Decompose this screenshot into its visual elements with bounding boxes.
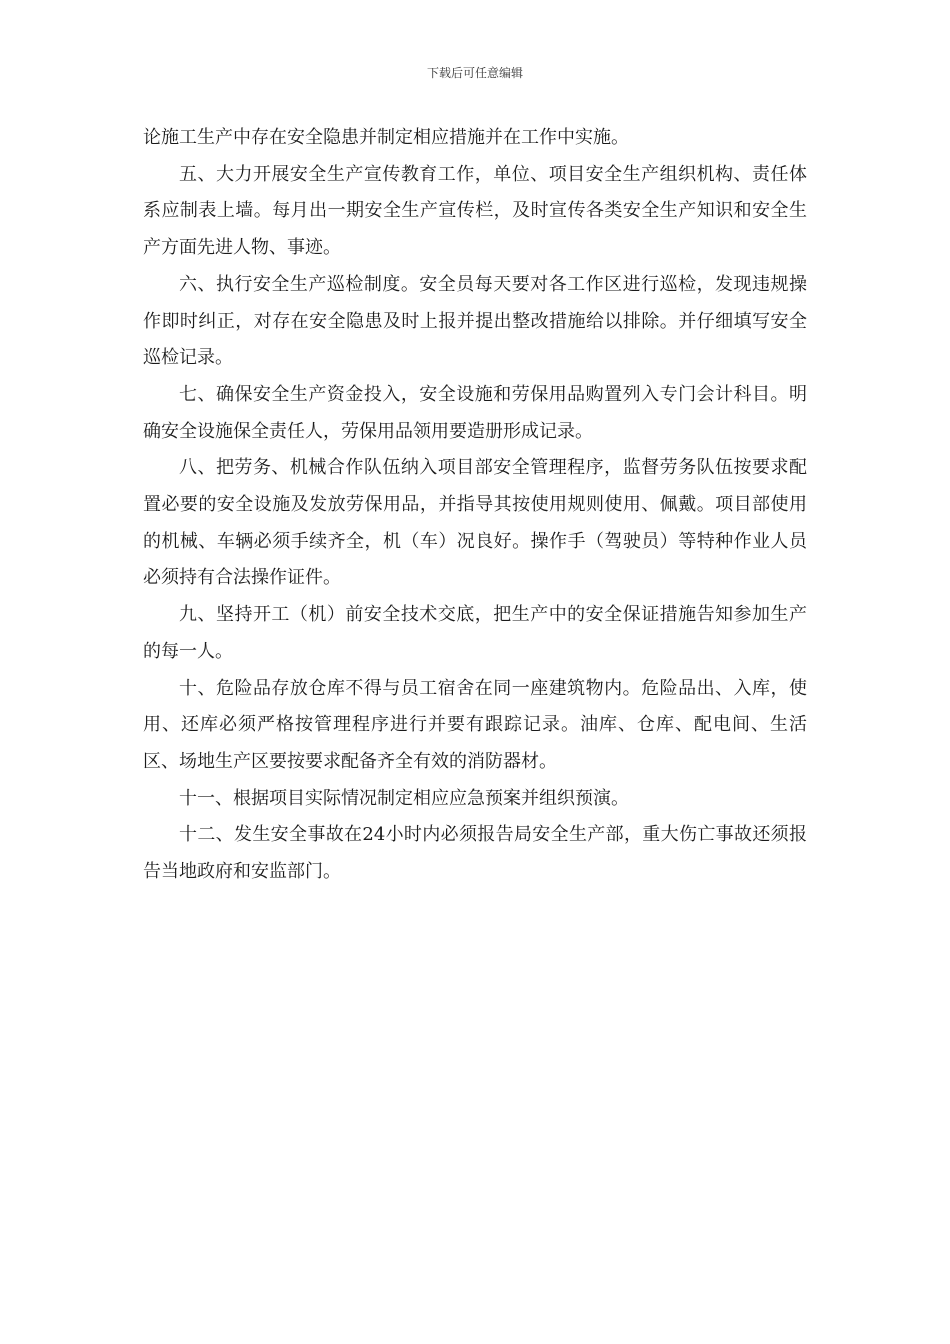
paragraph-item-10: 十、危险品存放仓库不得与员工宿舍在同一座建筑物内。危险品出、入库，使用、还库必须严格按管理程序进行并要有跟踪记录。油库、仓库、配电间、生活区、场地生产区要按要求配备齐全有效的消防器材。 — [143, 677, 807, 772]
paragraph-item-6: 六、执行安全生产巡检制度。安全员每天要对各工作区进行巡检，发现违规操作即时纠正，对存在安全隐患及时上报并提出整改措施给以排除。并仔细填写安全巡检记录。 — [143, 273, 807, 369]
paragraph-item-5: 五、大力开展安全生产宣传教育工作，单位、项目安全生产组织机构、责任体系应制表上墙。每月出一期安全生产宣传栏，及时宣传各类安全生产知识和安全生产方面先进人物、事迹。 — [143, 163, 807, 259]
paragraph-continuation: 论施工生产中存在安全隐患并制定相应措施并在工作中实施。 — [143, 127, 629, 148]
page-header-note: 下载后可任意编辑 — [426, 66, 523, 80]
paragraph-item-12: 十二、发生安全事故在24小时内必须报告局安全生产部，重大伤亡事故还须报告当地政府和安监部门。 — [143, 824, 807, 883]
paragraph-item-9: 九、坚持开工（机）前安全技术交底，把生产中的安全保证措施告知参加生产的每一人。 — [143, 604, 807, 662]
paragraph-item-11: 十一、根据项目实际情况制定相应应急预案并组织预演。 — [179, 787, 629, 809]
paragraph-item-8: 八、把劳务、机械合作队伍纳入项目部安全管理程序，监督劳务队伍按要求配置必要的安全设施及发放劳保用品，并指导其按使用规则使用、佩戴。项目部使用的机械、车辆必须手续齐全，机（车）况良好。操作手（驾驶员）等特种作业人员必须持有合法操作证件。 — [143, 457, 807, 589]
paragraph-item-7: 七、确保安全生产资金投入，安全设施和劳保用品购置列入专门会计科目。明确安全设施保全责任人，劳保用品领用要造册形成记录。 — [143, 383, 807, 442]
document-body — [143, 120, 807, 891]
